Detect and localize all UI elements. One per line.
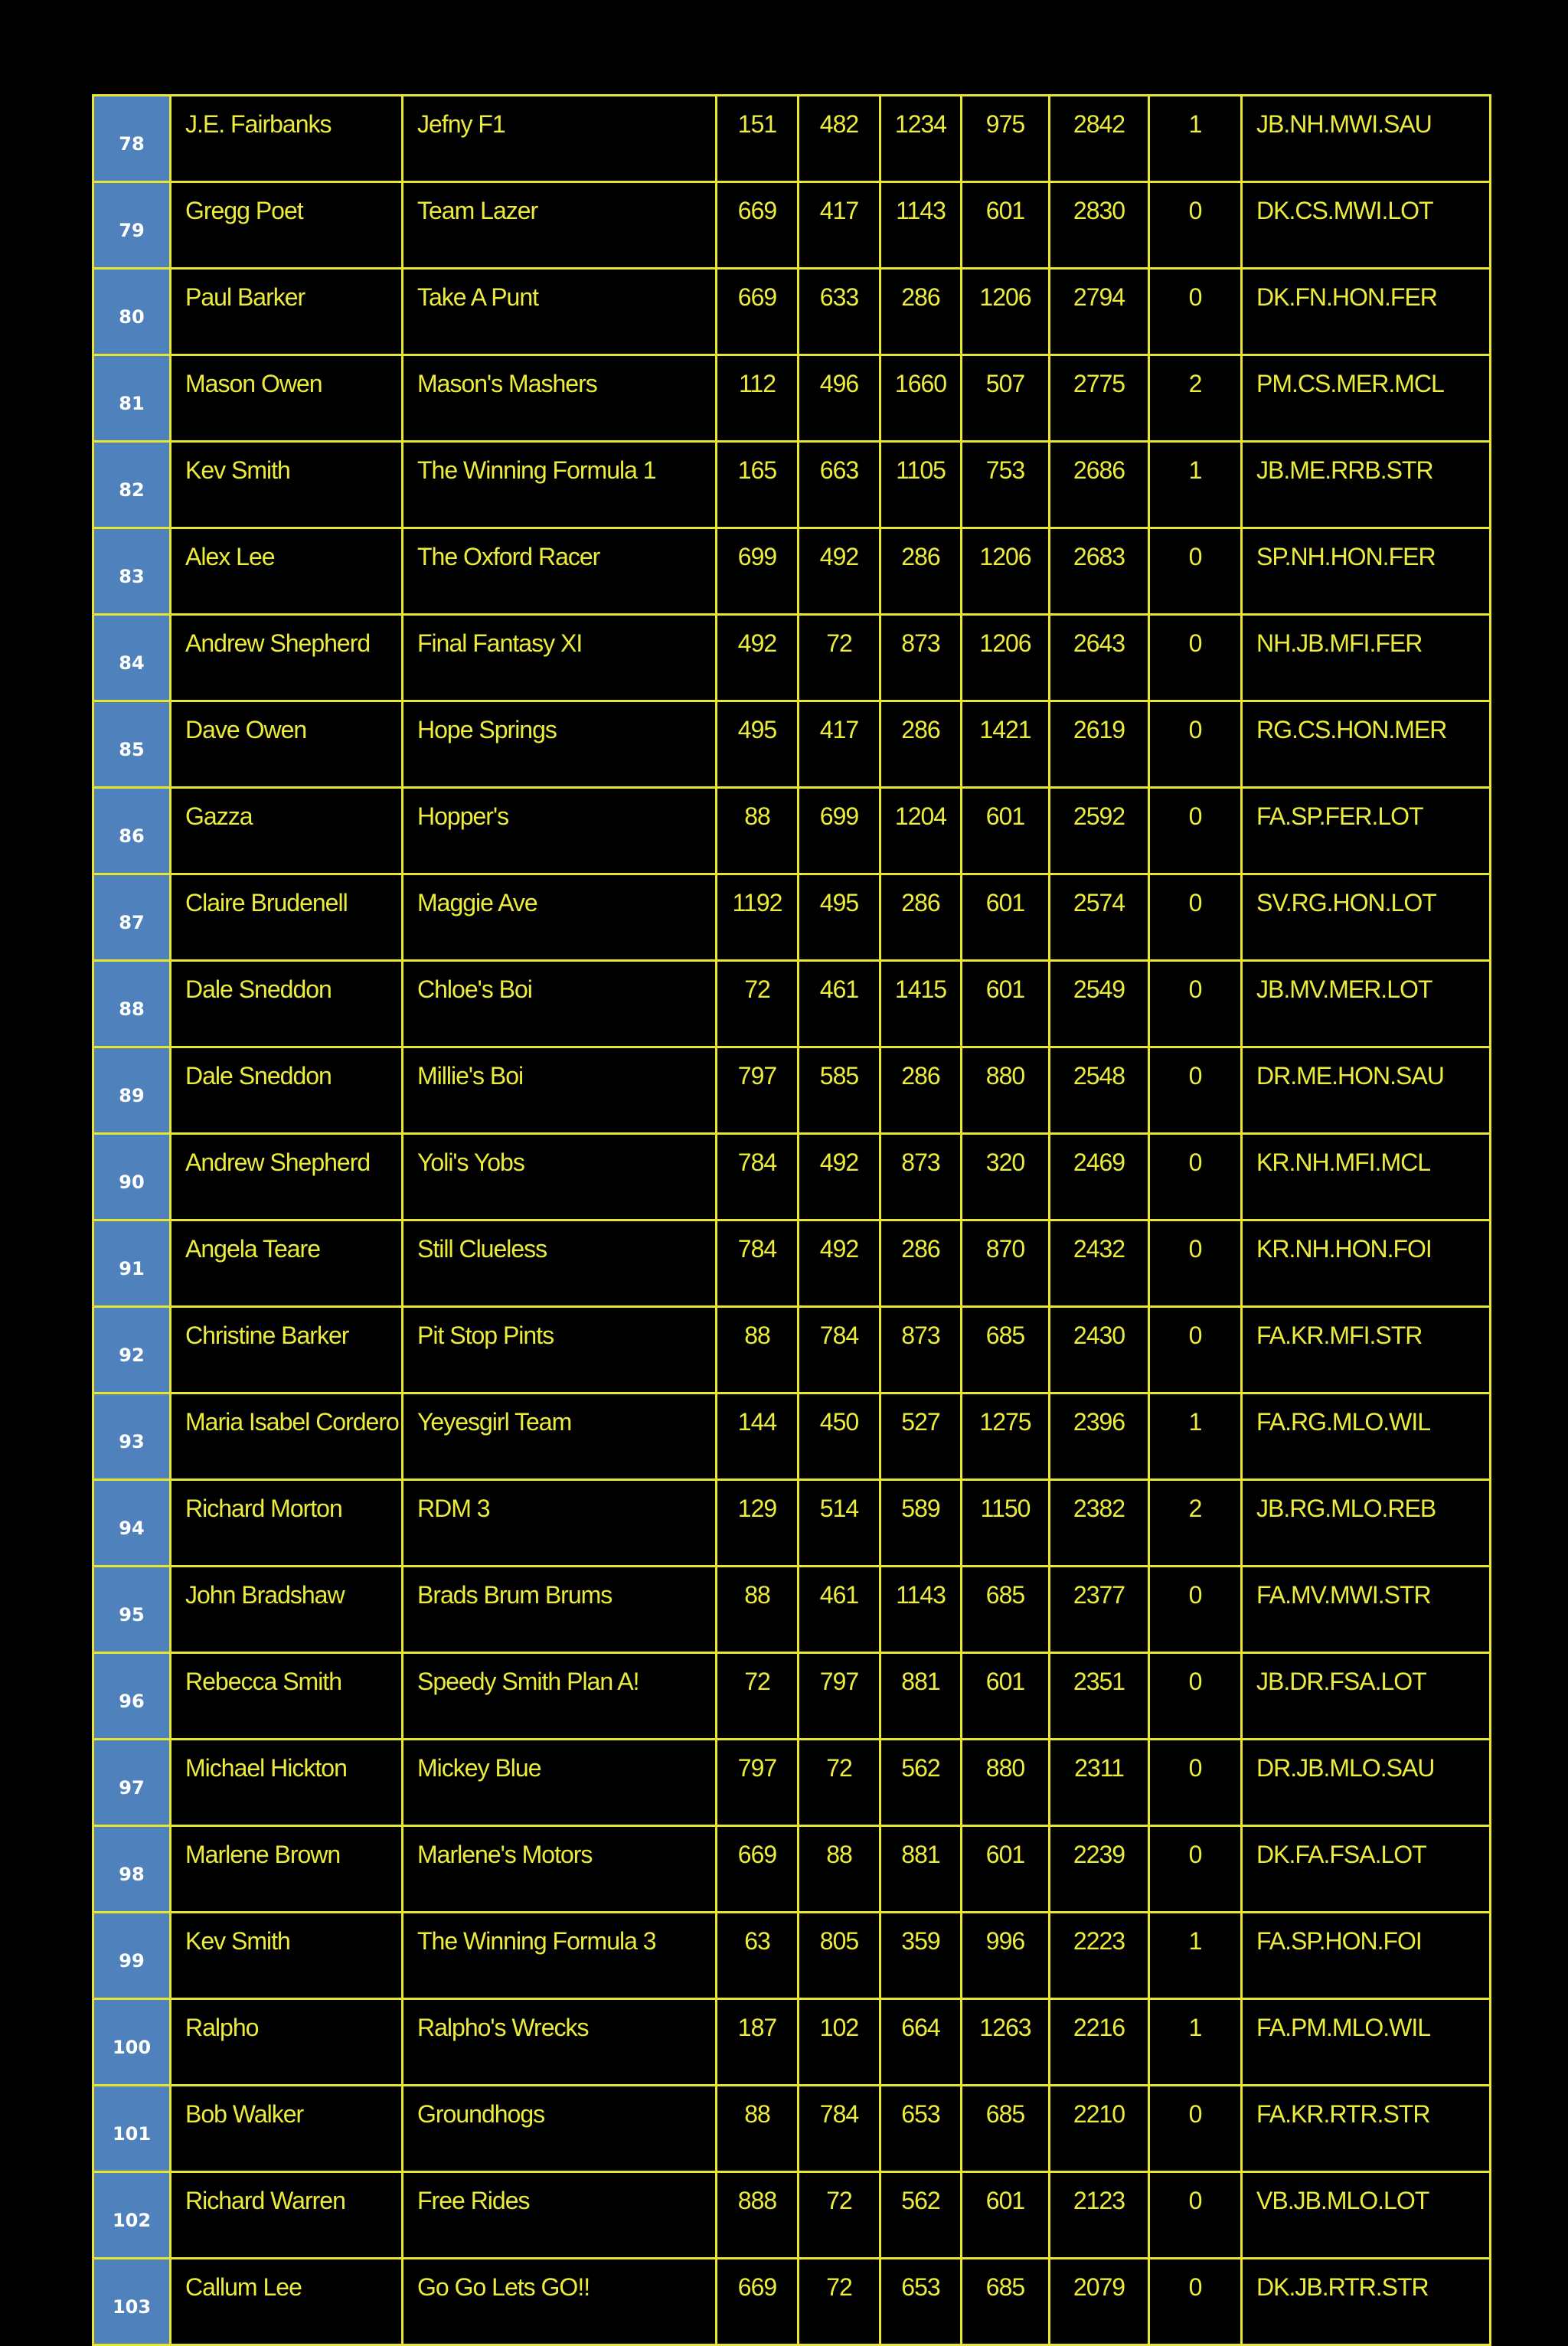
score-2-cell: 450 bbox=[799, 1394, 880, 1480]
team-name-cell: Yeyesgirl Team bbox=[403, 1394, 717, 1480]
score-4-cell: 601 bbox=[962, 874, 1050, 961]
score-3-cell: 286 bbox=[880, 528, 962, 615]
player-name-cell: Andrew Shepherd bbox=[171, 1134, 403, 1220]
player-name-cell: Callum Lee bbox=[171, 2259, 403, 2345]
player-name-cell: Rebecca Smith bbox=[171, 1653, 403, 1740]
score-3-cell: 1415 bbox=[880, 961, 962, 1047]
player-name-cell: Richard Warren bbox=[171, 2172, 403, 2259]
bonus-cell: 0 bbox=[1149, 615, 1242, 701]
team-name-cell: Still Clueless bbox=[403, 1220, 717, 1307]
score-1-cell: 495 bbox=[717, 701, 799, 788]
score-1-cell: 797 bbox=[717, 1047, 799, 1134]
table-row bbox=[93, 1653, 1491, 1740]
team-name-cell: Free Rides bbox=[403, 2172, 717, 2259]
total-score-cell: 2549 bbox=[1050, 961, 1149, 1047]
bonus-cell: 0 bbox=[1149, 874, 1242, 961]
score-3-cell: 873 bbox=[880, 1134, 962, 1220]
total-score-cell: 2351 bbox=[1050, 1653, 1149, 1740]
score-1-cell: 669 bbox=[717, 2259, 799, 2345]
position-cell: 98 bbox=[93, 1826, 171, 1913]
total-score-cell: 2574 bbox=[1050, 874, 1149, 961]
position-cell: 85 bbox=[93, 701, 171, 788]
score-2-cell: 699 bbox=[799, 788, 880, 874]
team-name-cell: Maggie Ave bbox=[403, 874, 717, 961]
player-name-cell: Mason Owen bbox=[171, 355, 403, 442]
score-3-cell: 286 bbox=[880, 1047, 962, 1134]
position-cell: 102 bbox=[93, 2172, 171, 2259]
table-row bbox=[93, 442, 1491, 528]
score-2-cell: 492 bbox=[799, 1220, 880, 1307]
total-score-cell: 2223 bbox=[1050, 1913, 1149, 1999]
table-row bbox=[93, 1480, 1491, 1567]
score-4-cell: 870 bbox=[962, 1220, 1050, 1307]
bonus-cell: 1 bbox=[1149, 1999, 1242, 2086]
score-2-cell: 461 bbox=[799, 1567, 880, 1653]
score-2-cell: 585 bbox=[799, 1047, 880, 1134]
total-score-cell: 2123 bbox=[1050, 2172, 1149, 2259]
bonus-cell: 2 bbox=[1149, 355, 1242, 442]
bonus-cell: 1 bbox=[1149, 1913, 1242, 1999]
score-3-cell: 562 bbox=[880, 2172, 962, 2259]
table-row bbox=[93, 701, 1491, 788]
score-4-cell: 1421 bbox=[962, 701, 1050, 788]
bonus-cell: 0 bbox=[1149, 788, 1242, 874]
position-cell: 100 bbox=[93, 1999, 171, 2086]
player-name-cell: Maria Isabel Cordero bbox=[171, 1394, 403, 1480]
team-name-cell: Mason's Mashers bbox=[403, 355, 717, 442]
score-1-cell: 888 bbox=[717, 2172, 799, 2259]
score-1-cell: 1192 bbox=[717, 874, 799, 961]
picks-code-cell: JB.NH.MWI.SAU bbox=[1242, 96, 1491, 182]
score-2-cell: 784 bbox=[799, 1307, 880, 1394]
score-1-cell: 144 bbox=[717, 1394, 799, 1480]
score-3-cell: 1143 bbox=[880, 182, 962, 269]
player-name-cell: Dale Sneddon bbox=[171, 1047, 403, 1134]
score-4-cell: 601 bbox=[962, 1826, 1050, 1913]
table-row bbox=[93, 269, 1491, 355]
player-name-cell: Ralpho bbox=[171, 1999, 403, 2086]
score-4-cell: 996 bbox=[962, 1913, 1050, 1999]
score-1-cell: 63 bbox=[717, 1913, 799, 1999]
player-name-cell: Richard Morton bbox=[171, 1480, 403, 1567]
picks-code-cell: DK.FN.HON.FER bbox=[1242, 269, 1491, 355]
table-row bbox=[93, 1047, 1491, 1134]
score-1-cell: 187 bbox=[717, 1999, 799, 2086]
score-1-cell: 669 bbox=[717, 182, 799, 269]
table-row bbox=[93, 788, 1491, 874]
position-cell: 83 bbox=[93, 528, 171, 615]
player-name-cell: Michael Hickton bbox=[171, 1740, 403, 1826]
team-name-cell: Marlene's Motors bbox=[403, 1826, 717, 1913]
picks-code-cell: DK.FA.FSA.LOT bbox=[1242, 1826, 1491, 1913]
score-4-cell: 685 bbox=[962, 1567, 1050, 1653]
position-cell: 99 bbox=[93, 1913, 171, 1999]
team-name-cell: Team Lazer bbox=[403, 182, 717, 269]
position-cell: 93 bbox=[93, 1394, 171, 1480]
score-1-cell: 784 bbox=[717, 1220, 799, 1307]
team-name-cell: Brads Brum Brums bbox=[403, 1567, 717, 1653]
picks-code-cell: KR.NH.HON.FOI bbox=[1242, 1220, 1491, 1307]
total-score-cell: 2775 bbox=[1050, 355, 1149, 442]
table-row bbox=[93, 2259, 1491, 2345]
score-4-cell: 1275 bbox=[962, 1394, 1050, 1480]
position-cell: 84 bbox=[93, 615, 171, 701]
score-4-cell: 601 bbox=[962, 182, 1050, 269]
score-1-cell: 88 bbox=[717, 788, 799, 874]
position-cell: 101 bbox=[93, 2086, 171, 2172]
score-2-cell: 495 bbox=[799, 874, 880, 961]
picks-code-cell: FA.PM.MLO.WIL bbox=[1242, 1999, 1491, 2086]
picks-code-cell: NH.JB.MFI.FER bbox=[1242, 615, 1491, 701]
score-4-cell: 685 bbox=[962, 2259, 1050, 2345]
score-3-cell: 589 bbox=[880, 1480, 962, 1567]
score-1-cell: 699 bbox=[717, 528, 799, 615]
team-name-cell: Yoli's Yobs bbox=[403, 1134, 717, 1220]
bonus-cell: 0 bbox=[1149, 269, 1242, 355]
score-3-cell: 873 bbox=[880, 1307, 962, 1394]
score-1-cell: 72 bbox=[717, 1653, 799, 1740]
score-1-cell: 151 bbox=[717, 96, 799, 182]
picks-code-cell: FA.SP.HON.FOI bbox=[1242, 1913, 1491, 1999]
total-score-cell: 2210 bbox=[1050, 2086, 1149, 2172]
picks-code-cell: DK.JB.RTR.STR bbox=[1242, 2259, 1491, 2345]
bonus-cell: 2 bbox=[1149, 1480, 1242, 1567]
position-cell: 103 bbox=[93, 2259, 171, 2345]
score-3-cell: 1204 bbox=[880, 788, 962, 874]
score-3-cell: 359 bbox=[880, 1913, 962, 1999]
table-row bbox=[93, 1999, 1491, 2086]
bonus-cell: 0 bbox=[1149, 1134, 1242, 1220]
player-name-cell: Alex Lee bbox=[171, 528, 403, 615]
player-name-cell: Paul Barker bbox=[171, 269, 403, 355]
score-1-cell: 88 bbox=[717, 2086, 799, 2172]
total-score-cell: 2382 bbox=[1050, 1480, 1149, 1567]
score-3-cell: 286 bbox=[880, 874, 962, 961]
score-4-cell: 880 bbox=[962, 1740, 1050, 1826]
total-score-cell: 2430 bbox=[1050, 1307, 1149, 1394]
score-2-cell: 633 bbox=[799, 269, 880, 355]
table-row bbox=[93, 182, 1491, 269]
total-score-cell: 2619 bbox=[1050, 701, 1149, 788]
position-cell: 81 bbox=[93, 355, 171, 442]
table-row bbox=[93, 528, 1491, 615]
score-3-cell: 664 bbox=[880, 1999, 962, 2086]
bonus-cell: 0 bbox=[1149, 2259, 1242, 2345]
score-2-cell: 72 bbox=[799, 1740, 880, 1826]
total-score-cell: 2216 bbox=[1050, 1999, 1149, 2086]
picks-code-cell: FA.RG.MLO.WIL bbox=[1242, 1394, 1491, 1480]
total-score-cell: 2311 bbox=[1050, 1740, 1149, 1826]
total-score-cell: 2396 bbox=[1050, 1394, 1149, 1480]
picks-code-cell: DR.JB.MLO.SAU bbox=[1242, 1740, 1491, 1826]
bonus-cell: 0 bbox=[1149, 2172, 1242, 2259]
total-score-cell: 2239 bbox=[1050, 1826, 1149, 1913]
table-row bbox=[93, 961, 1491, 1047]
bonus-cell: 0 bbox=[1149, 1567, 1242, 1653]
score-2-cell: 72 bbox=[799, 2259, 880, 2345]
player-name-cell: Kev Smith bbox=[171, 1913, 403, 1999]
score-3-cell: 527 bbox=[880, 1394, 962, 1480]
score-4-cell: 320 bbox=[962, 1134, 1050, 1220]
bonus-cell: 0 bbox=[1149, 1653, 1242, 1740]
table-row bbox=[93, 1220, 1491, 1307]
picks-code-cell: FA.SP.FER.LOT bbox=[1242, 788, 1491, 874]
bonus-cell: 0 bbox=[1149, 1307, 1242, 1394]
team-name-cell: The Winning Formula 1 bbox=[403, 442, 717, 528]
team-name-cell: The Winning Formula 3 bbox=[403, 1913, 717, 1999]
table-row bbox=[93, 2172, 1491, 2259]
score-4-cell: 1206 bbox=[962, 269, 1050, 355]
score-1-cell: 129 bbox=[717, 1480, 799, 1567]
picks-code-cell: FA.KR.RTR.STR bbox=[1242, 2086, 1491, 2172]
score-2-cell: 797 bbox=[799, 1653, 880, 1740]
team-name-cell: Pit Stop Pints bbox=[403, 1307, 717, 1394]
position-cell: 97 bbox=[93, 1740, 171, 1826]
table-row bbox=[93, 355, 1491, 442]
player-name-cell: Gregg Poet bbox=[171, 182, 403, 269]
bonus-cell: 0 bbox=[1149, 182, 1242, 269]
team-name-cell: Hopper's bbox=[403, 788, 717, 874]
total-score-cell: 2079 bbox=[1050, 2259, 1149, 2345]
table-row bbox=[93, 1567, 1491, 1653]
picks-code-cell: PM.CS.MER.MCL bbox=[1242, 355, 1491, 442]
score-2-cell: 72 bbox=[799, 2172, 880, 2259]
score-1-cell: 165 bbox=[717, 442, 799, 528]
score-4-cell: 685 bbox=[962, 2086, 1050, 2172]
team-name-cell: Hope Springs bbox=[403, 701, 717, 788]
picks-code-cell: SP.NH.HON.FER bbox=[1242, 528, 1491, 615]
table-row bbox=[93, 2086, 1491, 2172]
table-row bbox=[93, 1826, 1491, 1913]
player-name-cell: Dave Owen bbox=[171, 701, 403, 788]
score-3-cell: 1105 bbox=[880, 442, 962, 528]
score-2-cell: 102 bbox=[799, 1999, 880, 2086]
team-name-cell: Chloe's Boi bbox=[403, 961, 717, 1047]
position-cell: 95 bbox=[93, 1567, 171, 1653]
score-2-cell: 417 bbox=[799, 701, 880, 788]
bonus-cell: 0 bbox=[1149, 1220, 1242, 1307]
team-name-cell: Go Go Lets GO!! bbox=[403, 2259, 717, 2345]
score-1-cell: 797 bbox=[717, 1740, 799, 1826]
bonus-cell: 0 bbox=[1149, 1047, 1242, 1134]
score-1-cell: 784 bbox=[717, 1134, 799, 1220]
score-4-cell: 1263 bbox=[962, 1999, 1050, 2086]
score-4-cell: 507 bbox=[962, 355, 1050, 442]
score-1-cell: 88 bbox=[717, 1307, 799, 1394]
bonus-cell: 0 bbox=[1149, 528, 1242, 615]
score-4-cell: 685 bbox=[962, 1307, 1050, 1394]
total-score-cell: 2643 bbox=[1050, 615, 1149, 701]
score-4-cell: 601 bbox=[962, 1653, 1050, 1740]
total-score-cell: 2686 bbox=[1050, 442, 1149, 528]
score-3-cell: 286 bbox=[880, 701, 962, 788]
team-name-cell: Ralpho's Wrecks bbox=[403, 1999, 717, 2086]
score-4-cell: 601 bbox=[962, 2172, 1050, 2259]
table-row bbox=[93, 1307, 1491, 1394]
player-name-cell: J.E. Fairbanks bbox=[171, 96, 403, 182]
position-cell: 96 bbox=[93, 1653, 171, 1740]
picks-code-cell: JB.DR.FSA.LOT bbox=[1242, 1653, 1491, 1740]
score-3-cell: 873 bbox=[880, 615, 962, 701]
picks-code-cell: DK.CS.MWI.LOT bbox=[1242, 182, 1491, 269]
position-cell: 79 bbox=[93, 182, 171, 269]
score-2-cell: 482 bbox=[799, 96, 880, 182]
total-score-cell: 2842 bbox=[1050, 96, 1149, 182]
score-2-cell: 805 bbox=[799, 1913, 880, 1999]
standings-sheet bbox=[92, 94, 1489, 2346]
table-row bbox=[93, 1134, 1491, 1220]
score-1-cell: 72 bbox=[717, 961, 799, 1047]
picks-code-cell: FA.MV.MWI.STR bbox=[1242, 1567, 1491, 1653]
score-1-cell: 669 bbox=[717, 269, 799, 355]
position-cell: 92 bbox=[93, 1307, 171, 1394]
total-score-cell: 2683 bbox=[1050, 528, 1149, 615]
score-3-cell: 881 bbox=[880, 1826, 962, 1913]
table-row bbox=[93, 96, 1491, 182]
score-4-cell: 753 bbox=[962, 442, 1050, 528]
total-score-cell: 2377 bbox=[1050, 1567, 1149, 1653]
position-cell: 94 bbox=[93, 1480, 171, 1567]
player-name-cell: Dale Sneddon bbox=[171, 961, 403, 1047]
player-name-cell: John Bradshaw bbox=[171, 1567, 403, 1653]
bonus-cell: 0 bbox=[1149, 1826, 1242, 1913]
position-cell: 87 bbox=[93, 874, 171, 961]
position-cell: 80 bbox=[93, 269, 171, 355]
bonus-cell: 0 bbox=[1149, 1740, 1242, 1826]
score-2-cell: 492 bbox=[799, 1134, 880, 1220]
picks-code-cell: KR.NH.MFI.MCL bbox=[1242, 1134, 1491, 1220]
score-4-cell: 601 bbox=[962, 961, 1050, 1047]
player-name-cell: Gazza bbox=[171, 788, 403, 874]
score-4-cell: 880 bbox=[962, 1047, 1050, 1134]
score-1-cell: 88 bbox=[717, 1567, 799, 1653]
score-2-cell: 496 bbox=[799, 355, 880, 442]
score-1-cell: 112 bbox=[717, 355, 799, 442]
score-4-cell: 1206 bbox=[962, 528, 1050, 615]
score-2-cell: 784 bbox=[799, 2086, 880, 2172]
total-score-cell: 2592 bbox=[1050, 788, 1149, 874]
score-4-cell: 601 bbox=[962, 788, 1050, 874]
total-score-cell: 2469 bbox=[1050, 1134, 1149, 1220]
player-name-cell: Kev Smith bbox=[171, 442, 403, 528]
picks-code-cell: JB.ME.RRB.STR bbox=[1242, 442, 1491, 528]
total-score-cell: 2830 bbox=[1050, 182, 1149, 269]
team-name-cell: Mickey Blue bbox=[403, 1740, 717, 1826]
player-name-cell: Andrew Shepherd bbox=[171, 615, 403, 701]
picks-code-cell: RG.CS.HON.MER bbox=[1242, 701, 1491, 788]
score-1-cell: 492 bbox=[717, 615, 799, 701]
position-cell: 88 bbox=[93, 961, 171, 1047]
score-3-cell: 286 bbox=[880, 1220, 962, 1307]
score-2-cell: 72 bbox=[799, 615, 880, 701]
bonus-cell: 0 bbox=[1149, 961, 1242, 1047]
team-name-cell: Final Fantasy XI bbox=[403, 615, 717, 701]
player-name-cell: Christine Barker bbox=[171, 1307, 403, 1394]
score-1-cell: 669 bbox=[717, 1826, 799, 1913]
table-row bbox=[93, 615, 1491, 701]
score-2-cell: 461 bbox=[799, 961, 880, 1047]
position-cell: 82 bbox=[93, 442, 171, 528]
score-3-cell: 653 bbox=[880, 2086, 962, 2172]
position-cell: 89 bbox=[93, 1047, 171, 1134]
bonus-cell: 0 bbox=[1149, 2086, 1242, 2172]
bonus-cell: 0 bbox=[1149, 701, 1242, 788]
score-4-cell: 1206 bbox=[962, 615, 1050, 701]
position-cell: 91 bbox=[93, 1220, 171, 1307]
score-2-cell: 514 bbox=[799, 1480, 880, 1567]
table-row bbox=[93, 874, 1491, 961]
player-name-cell: Claire Brudenell bbox=[171, 874, 403, 961]
picks-code-cell: JB.RG.MLO.REB bbox=[1242, 1480, 1491, 1567]
score-4-cell: 1150 bbox=[962, 1480, 1050, 1567]
position-cell: 90 bbox=[93, 1134, 171, 1220]
score-4-cell: 975 bbox=[962, 96, 1050, 182]
standings-rows bbox=[93, 96, 1491, 2345]
position-cell: 78 bbox=[93, 96, 171, 182]
team-name-cell: Jefny F1 bbox=[403, 96, 717, 182]
table-row bbox=[93, 1394, 1491, 1480]
score-3-cell: 1143 bbox=[880, 1567, 962, 1653]
position-cell: 86 bbox=[93, 788, 171, 874]
score-3-cell: 562 bbox=[880, 1740, 962, 1826]
team-name-cell: Take A Punt bbox=[403, 269, 717, 355]
player-name-cell: Angela Teare bbox=[171, 1220, 403, 1307]
table-row bbox=[93, 1913, 1491, 1999]
score-2-cell: 663 bbox=[799, 442, 880, 528]
score-2-cell: 88 bbox=[799, 1826, 880, 1913]
score-2-cell: 492 bbox=[799, 528, 880, 615]
picks-code-cell: DR.ME.HON.SAU bbox=[1242, 1047, 1491, 1134]
picks-code-cell: SV.RG.HON.LOT bbox=[1242, 874, 1491, 961]
bonus-cell: 1 bbox=[1149, 96, 1242, 182]
bonus-cell: 1 bbox=[1149, 442, 1242, 528]
score-3-cell: 1660 bbox=[880, 355, 962, 442]
picks-code-cell: JB.MV.MER.LOT bbox=[1242, 961, 1491, 1047]
table-row bbox=[93, 1740, 1491, 1826]
score-3-cell: 653 bbox=[880, 2259, 962, 2345]
total-score-cell: 2432 bbox=[1050, 1220, 1149, 1307]
total-score-cell: 2794 bbox=[1050, 269, 1149, 355]
player-name-cell: Marlene Brown bbox=[171, 1826, 403, 1913]
team-name-cell: Millie's Boi bbox=[403, 1047, 717, 1134]
score-3-cell: 286 bbox=[880, 269, 962, 355]
score-3-cell: 1234 bbox=[880, 96, 962, 182]
team-name-cell: Speedy Smith Plan A! bbox=[403, 1653, 717, 1740]
total-score-cell: 2548 bbox=[1050, 1047, 1149, 1134]
team-name-cell: RDM 3 bbox=[403, 1480, 717, 1567]
bonus-cell: 1 bbox=[1149, 1394, 1242, 1480]
picks-code-cell: VB.JB.MLO.LOT bbox=[1242, 2172, 1491, 2259]
score-2-cell: 417 bbox=[799, 182, 880, 269]
picks-code-cell: FA.KR.MFI.STR bbox=[1242, 1307, 1491, 1394]
team-name-cell: The Oxford Racer bbox=[403, 528, 717, 615]
standings-table bbox=[92, 94, 1491, 2346]
score-3-cell: 881 bbox=[880, 1653, 962, 1740]
team-name-cell: Groundhogs bbox=[403, 2086, 717, 2172]
player-name-cell: Bob Walker bbox=[171, 2086, 403, 2172]
